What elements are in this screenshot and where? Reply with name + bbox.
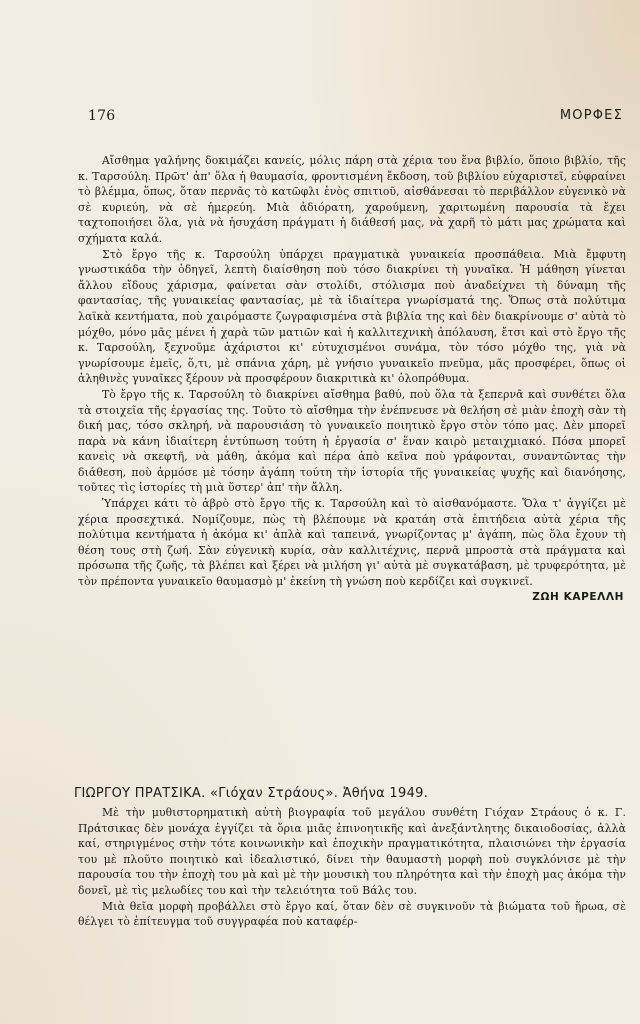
page-number: 176 <box>88 108 116 124</box>
review-paragraph: Ὑπάρχει κάτι τὸ ἁβρὸ στὸ ἔργο τῆς κ. Ταρσούλη καὶ τὸ αἰσθανόμαστε. Ὅλα τ' ἀγγίζει μὲ χέρια προσεχτικά. Νομίζουμε, πὼς τὴ βλέπουμε νὰ κρατάη στὰ ἐπιτήδεια αὐτὰ χέρια τῆς πολύτιμα κεντήματα ἡ ἀκόμα κι' ἁπλὰ καὶ ταπεινά, γνωρίζοντας μ' ἀγάπη, πὼς ὅλα ἔχουν τὴ θέση τους στὴ ζωή. Σὰν εὐγενικὴ κυρία, σὰν καλλιτέχνις, περνᾶ μπροστὰ στὰ πράγματα καὶ πρόσωπα τῆς ζωῆς, τὰ βλέπει καὶ ξέρει νὰ μιλήση γι' αὐτὰ μὲ συγκατάβαση, μὲ τρυφερότητα, μὲ τὸν πρέποντα γυναικεῖο θαυμασμὸ μ' ἐκείνη τὴ γνώση ποὺ κερδίζει καὶ συγκινεῖ. <box>78 497 626 589</box>
book-heading: ΓΙΩΡΓΟΥ ΠΡΑΤΣΙΚΑ. «Γιόχαν Στράους». Ἀθήνα 1949. <box>74 786 429 801</box>
review-pratsikas <box>74 784 626 930</box>
review-tarsouli <box>78 153 626 603</box>
review-paragraph: Αἴσθημα γαλήνης δοκιμάζει κανείς, μόλις πάρη στὰ χέρια του ἕνα βιβλίο, ὅποιο βιβλίο, τῆς κ. Ταρσούλη. Πρῶτ' ἀπ' ὅλα ἡ θαυμασία, φροντισμένη ἔκδοση, τοῦ βιβλίου εὐχαριστεῖ, εὐφραίνει τὸ βλέμμα, ὅπως, ὅταν περνᾶς τὸ κατῶφλι ἑνὸς σπιτιοῦ, αἰσθάνεσαι τὸ περιβάλλον εὐγενικὸ νὰ σὲ κυριεύη, νὰ σὲ ἡμερεύη. Μιὰ ἀδιόρατη, χαρούμενη, χαριτωμένη παρουσία τὰ ἔχει ταχτοποιήσει ὅλα, γιὰ νὰ ἡσυχάση πράγματι ἡ διάθεσή μας, νὰ χαρῆ τὸ μάτι μας χρώματα καὶ σχήματα καλά. <box>78 154 626 245</box>
review-paragraph: Μιὰ θεῖα μορφὴ προβάλλει στὸ ἔργο καί, ὅταν δὲν σὲ συγκινοῦν τὰ βιώματα τοῦ ἥρωα, σὲ θέλγει τὸ ἐπίτευγμα τοῦ συγγραφέα ποὺ καταφέρ- <box>78 899 626 929</box>
review-paragraph: Στὸ ἔργο τῆς κ. Ταρσούλη ὑπάρχει πραγματικὰ γυναικεία προσπάθεια. Μιὰ ἔμφυτη γνωστικάδα τὴν ὁδηγεῖ, λεπτὴ διαίσθηση ποὺ τόσο διακρίνει τὴ γυναῖκα. Ἡ μάθηση γίνεται ἄλλου εἴδους χάρισμα, φαίνεται σὰν στολίδι, στόλισμα ποὺ ἀναδείχνει τὴ δύναμη τῆς φαντασίας, τῆς γυναικείας φαντασίας, μὲ τὰ ἰδιαίτερα γνωρίσματά της. Ὅπως στὰ πολύτιμα λαϊκὰ κεντήματα, ποὺ χαιρόμαστε ζωγραφισμένα στὰ βιβλία της καὶ δὲν διακρίνουμε σ' αὐτὰ τὸ μόχθο, μόνο μᾶς μένει ἡ χαρὰ τῶν ματιῶν καὶ ἡ καλλιτεχνικὴ ἀπόλαυση, ἔτσι καὶ στὸ ἔργο τῆς κ. Ταρσούλη, ξεχνοῦμε ἀχάριστοι κι' εὐτυχισμένοι συνάμα, τὸν τόσο μόχθο της, γιὰ νὰ γνωρίσουμε ἐμεῖς, ὅ,τι, μὲ σπάνια χάρη, μὲ γνήσιο γυναικεῖο πνεῦμα, μᾶς προσφέρει, ὅπως οἱ ἀληθινὲς γυναῖκες ξέρουν νὰ προσφέρουν διακριτικὰ κι' ὁλοπρόθυμα. <box>78 247 626 386</box>
running-header <box>88 108 623 130</box>
review-author: ΖΩΗ ΚΑΡΕΛΛΗ <box>532 590 624 603</box>
review-paragraph: Μὲ τὴν μυθιστορηματικὴ αὐτὴ βιογραφία τοῦ μεγάλου συνθέτη Γιόχαν Στράους ὁ κ. Γ. Πράτσικας δὲν μονάχα ἐγγίζει τὰ ὅρια μιᾶς ἐπινοητικῆς καὶ ἀνεξάντλητης δικαιοδοσίας, ἀλλὰ καί, στηριγμένος στὴν τότε κοινωνικὴν καὶ ἐποχικὴν πραγματικότητα, πλαισιώνει τὴν ἐργασία του μὲ πλοῦτο ποιητικὸ καὶ ἰδεαλιστικό, δίνει τὴν θαυμαστὴ μορφὴ ποὺ συγκλόνισε μὲ τὴν παρουσία του τὴν ἐποχὴ του μὰ καὶ μὲ τὴν μουσικὴ του πληρότητα καὶ τὴν ἐποχὴ μας ἀκόμα τὴν δονεῖ, μὲ τὶς μελωδίες του καὶ τὴν τελειότητα τοῦ Βάλς του. <box>78 806 626 897</box>
journal-title: ΜΟΡΦΕΣ <box>559 108 623 123</box>
review-paragraph: Τὸ ἔργο τῆς κ. Ταρσούλη τὸ διακρίνει αἴσθημα βαθύ, ποὺ ὅλα τὰ ξεπερνᾶ καὶ συνθέτει ὅλα τὰ στοιχεῖα τῆς ἐργασίας της. Τοῦτο τὸ αἴσθημα τὴν ἐνέπνευσε νὰ θελήση σὲ μιὰν ἐποχὴ σὰν τὴ δική μας, τόσο σκληρή, νὰ παρουσιάση τὸ γυναικεῖο ποιητικὸ ἔργο στὸν τόπο μας. Δὲν μπορεῖ παρὰ νὰ κάνη ἰδιαίτερη ἐντύπωση τούτη ἡ ἐργασία σ' ἕναν καιρὸ μεταιχμιακό. Πόσα μπορεῖ κανεὶς νὰ σκεφτῆ, νὰ μάθη, ἀκόμα καὶ πέρα ἀπὸ κεῖνα ποὺ γράφονται, συναντῶντας τὴν διάθεση, ποὺ ἁρμόσε μὲ τόσην ἀγάπη τούτη τὴν ἱστορία τῆς γυναικείας ψυχῆς καὶ διανόησης, τοῦτες τὶς ἱστορίες τὴ μιὰ ὕστερ' ἀπ' τὴν ἄλλη. <box>78 387 626 495</box>
